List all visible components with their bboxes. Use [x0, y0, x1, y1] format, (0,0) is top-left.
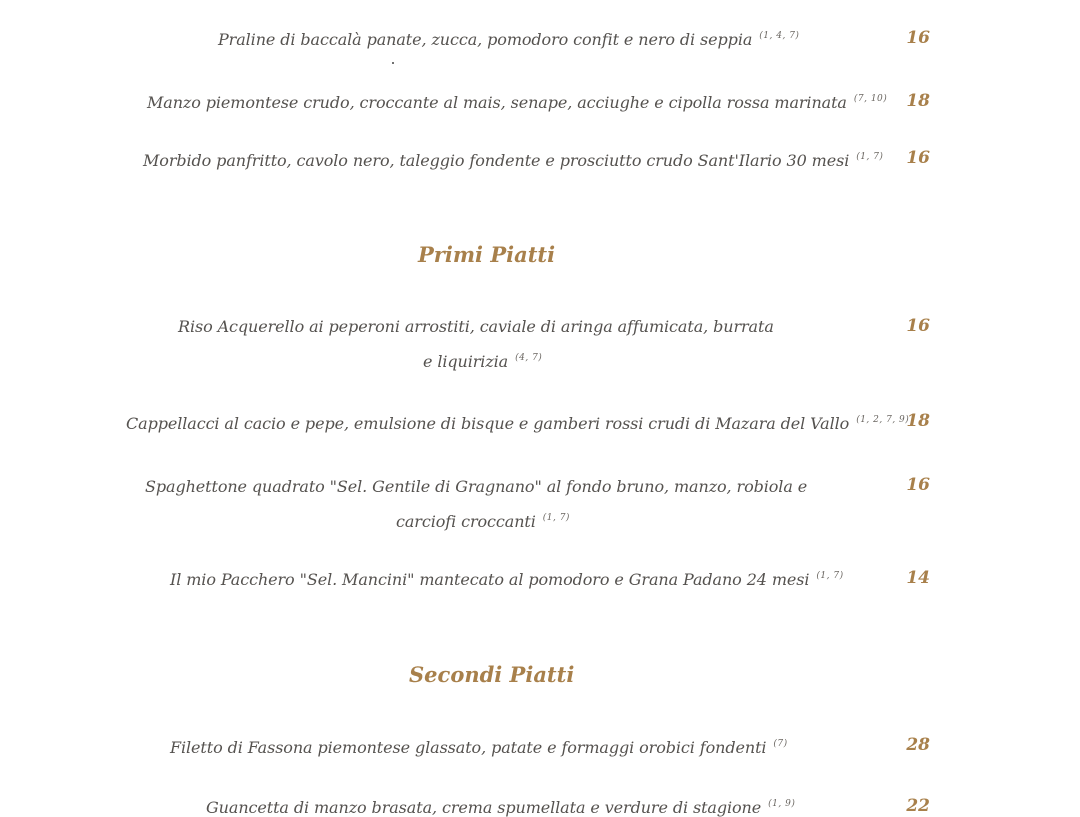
allergen-codes: (7, 10)	[853, 94, 888, 104]
menu-item-description: Morbido panfritto, cavolo nero, taleggio fondente e prosciutto crudo Sant'Ilario 30 mesi $^{(1, 7)}$	[143, 151, 884, 170]
section-title-primi: Primi Piatti	[418, 242, 556, 267]
menu-item-price: 18	[906, 91, 930, 111]
print-speck	[392, 62, 394, 64]
menu-item-description: Filetto di Fassona piemontese glassato, patate e formaggi orobici fondenti $^{(7)}$	[170, 738, 788, 757]
menu-item-price: 22	[906, 796, 930, 816]
allergen-codes: (1, 9)	[768, 799, 796, 809]
menu-item-description-continued: carciofi croccanti $^{(1, 7)}$	[396, 512, 570, 531]
menu-item-price: 14	[906, 568, 930, 588]
menu-item-description: Praline di baccalà panate, zucca, pomodoro confit e nero di seppia $^{(1, 4, 7)}$	[218, 30, 800, 49]
menu-item-price: 16	[906, 316, 930, 336]
allergen-codes: (1, 7)	[542, 513, 570, 523]
section-title-secondi: Secondi Piatti	[409, 662, 575, 687]
allergen-codes: (1, 7)	[856, 152, 884, 162]
menu-item-price: 16	[906, 475, 930, 495]
menu-item-price: 28	[906, 735, 930, 755]
menu-item-price: 16	[906, 148, 930, 168]
menu-item-description: Riso Acquerello ai peperoni arrostiti, caviale di aringa affumicata, burrata	[178, 317, 774, 336]
menu-item-description: Manzo piemontese crudo, croccante al mais, senape, acciughe e cipolla rossa marinata $^{(7, 10)}$	[147, 93, 888, 112]
menu-item-description-continued: e liquirizia $^{(4, 7)}$	[423, 352, 543, 371]
menu-item-description: Il mio Pacchero "Sel. Mancini" mantecato al pomodoro e Grana Padano 24 mesi $^{(1, 7)}$	[170, 570, 844, 589]
menu-item-description: Cappellacci al cacio e pepe, emulsione di bisque e gamberi rossi crudi di Mazara del Vallo $^{(1, 2, 7, 9)}$	[126, 414, 910, 433]
menu-item-price: 18	[906, 411, 930, 431]
allergen-codes: (4, 7)	[515, 353, 543, 363]
allergen-codes: (1, 4, 7)	[759, 31, 800, 41]
allergen-codes: (1, 2, 7, 9)	[856, 415, 910, 425]
menu-item-price: 16	[906, 28, 930, 48]
menu-item-description: Spaghettone quadrato "Sel. Gentile di Gragnano" al fondo bruno, manzo, robiola e	[145, 477, 808, 496]
allergen-codes: (1, 7)	[816, 571, 844, 581]
allergen-codes: (7)	[773, 739, 788, 749]
menu-item-description: Guancetta di manzo brasata, crema spumellata e verdure di stagione $^{(1, 9)}$	[206, 798, 796, 817]
